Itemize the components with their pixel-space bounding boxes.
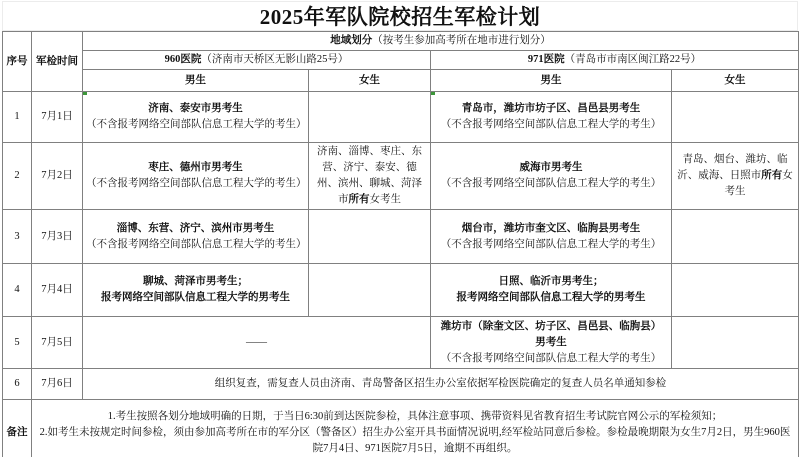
row-2-960-male-cell [83, 143, 309, 210]
row-2-960-female-cell [309, 143, 431, 210]
row-2-971-male-cell [431, 143, 672, 210]
header-row-region [3, 32, 799, 51]
col-header-hospital-960 [83, 51, 431, 70]
col-header-960-female: 女生 [309, 70, 431, 92]
row-2-960-female-suffix: 女考生 [369, 194, 401, 205]
col-header-seq: 序号 [3, 32, 32, 92]
hospital-971-address: （青岛市市南区闽江路22号） [564, 54, 702, 65]
row-3-date: 7月3日 [32, 210, 83, 264]
schedule-row-5 [3, 317, 799, 369]
hospital-971-name: 971医院 [527, 54, 565, 65]
row-6-date: 7月6日 [32, 369, 83, 400]
row-2-960-male-exclusion: （不含报考网络空间部队信息工程大学的考生） [86, 178, 307, 189]
schedule-row-1 [3, 92, 799, 143]
col-header-hospital-971 [431, 51, 799, 70]
row-2-seq: 2 [3, 143, 32, 210]
row-5-seq: 5 [3, 317, 32, 369]
row-2-971-female-text: 青岛、烟台、潍坊、临沂、威海、日照市 [677, 154, 788, 181]
schedule-row-3 [3, 210, 799, 264]
row-3-960-female-cell [309, 210, 431, 264]
col-header-971-male: 男生 [431, 70, 672, 92]
row-5-date: 7月5日 [32, 317, 83, 369]
row-5-960-merged-cell [83, 317, 431, 369]
cell-flag-icon [431, 92, 435, 95]
row-3-seq: 3 [3, 210, 32, 264]
row-4-971-male-cyber: 报考网络空间部队信息工程大学的男考生 [456, 292, 646, 303]
col-header-time: 军检时间 [32, 32, 83, 92]
row-5-971-male-cell [431, 317, 672, 369]
row-4-date: 7月4日 [32, 264, 83, 317]
row-3-971-male-exclusion: （不含报考网络空间部队信息工程大学的考生） [440, 238, 662, 250]
row-2-960-female-text: 济南、淄博、枣庄、东营、济宁、泰安、德州、滨州、聊城、菏泽市 [317, 146, 422, 205]
hospital-960-address: （济南市天桥区无影山路25号） [201, 54, 349, 65]
schedule-row-4 [3, 264, 799, 317]
schedule-row-2 [3, 143, 799, 210]
row-4-971-male-cities: 日照、临沂市男考生； [498, 276, 604, 287]
row-5-971-male-exclusion: （不含报考网络空间部队信息工程大学的考生） [440, 352, 662, 364]
region-division-title: 地域划分 [330, 35, 373, 46]
region-division-note: （按考生参加高考所在地市进行划分） [372, 35, 551, 46]
row-1-971-male-cities: 青岛市，潍坊市坊子区、昌邑县男考生 [461, 103, 641, 114]
row-4-971-male-cell [431, 264, 672, 317]
row-1-960-male-exclusion: （不含报考网络空间部队信息工程大学的考生） [86, 119, 307, 130]
row-1-971-male-exclusion: （不含报考网络空间部队信息工程大学的考生） [440, 119, 662, 130]
row-2-971-male-cities: 威海市男考生 [519, 162, 583, 173]
row-5-971-female-cell [672, 317, 799, 369]
col-header-region-division [83, 32, 799, 51]
row-1-971-female-cell [672, 92, 799, 143]
header-row-gender [3, 70, 799, 92]
row-4-971-female-cell [672, 264, 799, 317]
row-5-971-male-cities: 潍坊市（除奎文区、坊子区、昌邑县、临朐县） [440, 320, 662, 332]
row-4-960-male-cell [83, 264, 309, 317]
row-4-960-female-cell [309, 264, 431, 317]
row-3-971-female-cell [672, 210, 799, 264]
row-4-960-male-cyber: 报考网络空间部队信息工程大学的男考生 [101, 292, 290, 303]
row-1-960-male-cities: 济南、泰安市男考生 [148, 103, 243, 114]
row-2-date: 7月2日 [32, 143, 83, 210]
row-1-960-female-cell [309, 92, 431, 143]
row-1-971-male-cell [431, 92, 672, 143]
hospital-960-name: 960医院 [164, 54, 202, 65]
row-2-960-male-cities: 枣庄、德州市男考生 [148, 162, 243, 173]
row-1-seq: 1 [3, 92, 32, 143]
row-1-date: 7月1日 [32, 92, 83, 143]
notes-row [3, 400, 799, 457]
row-1-960-male-cell [83, 92, 309, 143]
military-exam-schedule-table [2, 31, 799, 457]
row-3-971-male-cities: 烟台市，潍坊市奎文区、临朐县男考生 [461, 222, 641, 234]
row-4-seq: 4 [3, 264, 32, 317]
row-2-971-male-exclusion: （不含报考网络空间部队信息工程大学的考生） [440, 178, 662, 189]
row-3-960-male-exclusion: （不含报考网络空间部队信息工程大学的考生） [86, 238, 307, 250]
notes-line-1: 1.考生按照各划分地域明确的日期，于当日6:30前到达医院参检，具体注意事项、携带资料见省教育招生考试院官网公示的军检须知； [107, 410, 723, 422]
col-header-971-female: 女生 [672, 70, 799, 92]
row-5-960-none: —— [246, 336, 267, 348]
row-2-971-female-all: 所有 [761, 170, 783, 181]
row-4-960-male-cities: 聊城、菏泽市男考生； [143, 276, 248, 287]
row-3-971-male-cell [431, 210, 672, 264]
row-5-971-male-gender: 男考生 [535, 336, 567, 348]
notes-content [32, 400, 799, 457]
col-header-960-male: 男生 [83, 70, 309, 92]
row-6-recheck-cell: 组织复查，需复查人员由济南、青岛警备区招生办公室依据军检医院确定的复查人员名单通知参检 [83, 369, 799, 400]
row-2-960-female-all: 所有 [348, 194, 370, 205]
header-row-hospitals [3, 51, 799, 70]
row-2-971-female-suffix: 女考生 [724, 170, 793, 197]
notes-label: 备注 [3, 400, 32, 457]
row-2-971-female-cell [672, 143, 799, 210]
cell-flag-icon [83, 92, 87, 95]
row-6-seq: 6 [3, 369, 32, 400]
page-title: 2025年军队院校招生军检计划 [2, 1, 798, 31]
notes-line-2: 2.如考生未按规定时间参检，须由参加高考所在市的军分区（警备区）招生办公室开具书面情况说明,经军检站同意后参检。参检最晚期限为女生7月2日，男生960医院7月4日、971医院7月5日，逾期不再组织。 [39, 426, 791, 454]
schedule-row-6 [3, 369, 799, 400]
row-3-960-male-cities: 淄博、东营、济宁、滨州市男考生 [116, 222, 275, 234]
row-3-960-male-cell [83, 210, 309, 264]
